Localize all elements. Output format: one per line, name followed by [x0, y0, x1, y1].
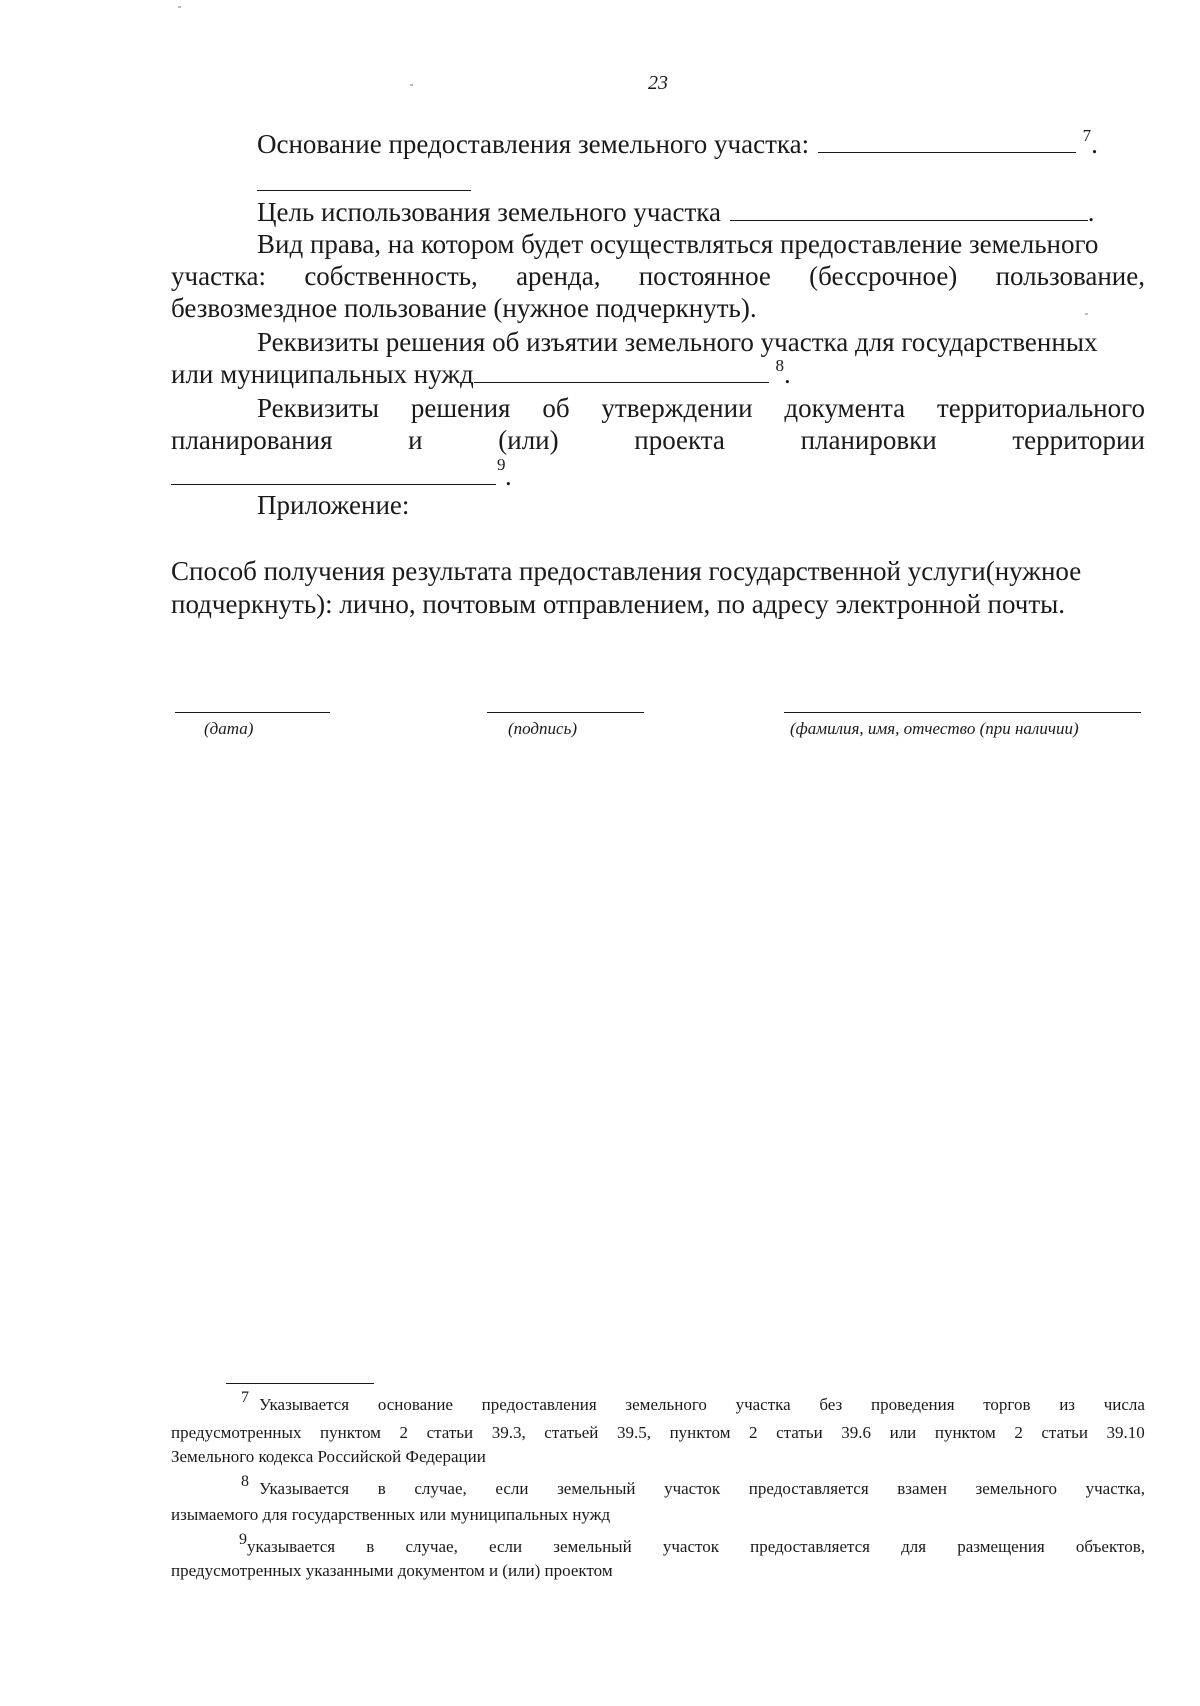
word: Указывается — [259, 1479, 350, 1498]
basis-label: Основание предоставления земельного участка: — [257, 129, 810, 159]
purpose-label: Цель использования земельного участка — [257, 197, 721, 227]
word: статьи — [1041, 1423, 1088, 1442]
word: участок — [662, 1537, 719, 1556]
word: Реквизиты — [257, 393, 380, 423]
name-line[interactable] — [784, 712, 1141, 713]
footnote-7-line-1 — [171, 1389, 1145, 1417]
word: об — [542, 393, 570, 423]
word: планирования — [171, 425, 333, 455]
word: без — [819, 1395, 843, 1414]
basis-line — [257, 128, 1098, 164]
planning-line-1 — [257, 392, 1145, 424]
planning-line-2 — [171, 424, 1145, 456]
word: собственность, — [304, 261, 478, 291]
footnote-ref-7[interactable]: 7 — [1082, 126, 1092, 145]
word: или — [889, 1423, 917, 1442]
word: земельного — [625, 1395, 707, 1414]
word: участка, — [1085, 1479, 1145, 1498]
word: для — [901, 1537, 927, 1556]
footnote-7-line-3: Земельного кодекса Российской Федерации — [171, 1447, 486, 1466]
word: если — [495, 1479, 529, 1498]
word: проведения — [870, 1395, 955, 1414]
page-number: 23 — [648, 72, 668, 94]
method-line-1: Способ получения результата предоставления государственной услуги(нужное — [171, 556, 1082, 586]
word: 2 — [399, 1423, 408, 1442]
footnote-9-line-1 — [171, 1531, 1145, 1559]
word: 39.10 — [1106, 1423, 1145, 1442]
basis-continuation-line[interactable] — [257, 190, 471, 191]
word: территории — [1012, 425, 1145, 455]
word: (бессрочное) — [809, 261, 958, 291]
method-line-2: подчеркнуть): лично, почтовым отправлением, по адресу электронной почты. — [171, 589, 1066, 619]
word: и — [408, 425, 423, 455]
signature-caption: (подпись) — [508, 719, 577, 738]
word: если — [489, 1537, 523, 1556]
word: (или) — [498, 425, 559, 455]
word: документа — [784, 393, 906, 423]
word: предоставляется — [748, 1479, 869, 1498]
withdrawal-period: . — [784, 359, 791, 389]
word: объектов, — [1075, 1537, 1145, 1556]
word: утверждении — [601, 393, 753, 423]
word: участок — [664, 1479, 721, 1498]
footnote-ref-8[interactable]: 8 — [775, 356, 785, 375]
word: в — [377, 1479, 386, 1498]
word: земельный — [553, 1537, 632, 1556]
word: проекта — [634, 425, 725, 455]
word: из — [1059, 1395, 1076, 1414]
word: пунктом — [669, 1423, 731, 1442]
word: 2 — [1014, 1423, 1023, 1442]
word: пунктом — [320, 1423, 381, 1442]
scan-speck — [178, 6, 181, 8]
footnote-separator — [226, 1383, 374, 1384]
word: 2 — [749, 1423, 758, 1442]
right-type-line-1: Вид права, на котором будет осуществляться предоставление земельного — [257, 229, 1099, 259]
word: Указывается — [259, 1395, 350, 1414]
purpose-period: . — [1087, 197, 1095, 227]
date-line[interactable] — [175, 712, 330, 713]
word: 39.5, — [617, 1423, 651, 1442]
planning-blank[interactable] — [171, 484, 496, 485]
word: взамен — [897, 1479, 947, 1498]
word: размещения — [957, 1537, 1045, 1556]
word: предоставляется — [750, 1537, 870, 1556]
word: планировки — [800, 425, 937, 455]
footnote-8-line-1 — [171, 1473, 1145, 1501]
word: пунктом — [934, 1423, 996, 1442]
withdrawal-line-2 — [171, 358, 791, 394]
footnote-mark-7: 7 — [241, 1389, 249, 1406]
word: указывается — [247, 1537, 336, 1556]
word: аренда, — [516, 261, 601, 291]
withdrawal-line-1: Реквизиты решения об изъятии земельного участка для государственных — [257, 327, 1098, 357]
word: предусмотренных — [171, 1423, 302, 1442]
word: в — [366, 1537, 375, 1556]
footnote-9-line-2: предусмотренных указанными документом и (или) проектом — [171, 1561, 613, 1580]
purpose-line — [257, 196, 1094, 228]
planning-period: . — [505, 461, 512, 491]
word: решения — [410, 393, 511, 423]
word: 39.6 — [841, 1423, 872, 1442]
date-caption: (дата) — [204, 719, 254, 738]
word: участка — [735, 1395, 791, 1414]
word: пользование, — [995, 261, 1145, 291]
right-type-line-2 — [171, 260, 1145, 292]
word: статьи — [776, 1423, 823, 1442]
word: статьи — [426, 1423, 474, 1442]
word: земельного — [975, 1479, 1057, 1498]
word: случае, — [414, 1479, 467, 1498]
word: 39.3, — [491, 1423, 526, 1442]
word: основание — [377, 1395, 453, 1414]
signature-line[interactable] — [487, 712, 644, 713]
word: случае, — [405, 1537, 458, 1556]
scan-speck — [410, 84, 413, 86]
word: территориального — [937, 393, 1145, 423]
basis-blank[interactable] — [818, 130, 1076, 153]
word: предоставления — [481, 1395, 597, 1414]
word: земельный — [557, 1479, 636, 1498]
word: участка: — [171, 261, 267, 291]
attachment-label: Приложение: — [257, 490, 410, 520]
word: статьей — [544, 1423, 599, 1442]
footnote-mark-8: 8 — [241, 1473, 249, 1490]
withdrawal-blank[interactable] — [474, 360, 769, 383]
name-caption: (фамилия, имя, отчество (при наличии) — [790, 719, 1079, 738]
word: постоянное — [638, 261, 771, 291]
purpose-blank[interactable] — [730, 198, 1088, 221]
footnote-8-line-2: изымаемого для государственных или муниципальных нужд — [171, 1505, 611, 1524]
withdrawal-label: или муниципальных нужд — [171, 359, 474, 389]
footnote-mark-9: 9 — [239, 1531, 247, 1548]
footnote-ref-9[interactable]: 9 — [497, 455, 506, 474]
basis-period: . — [1091, 129, 1098, 159]
scan-speck — [1085, 313, 1088, 315]
footnote-7-line-2 — [171, 1422, 1145, 1444]
word: числа — [1103, 1395, 1145, 1414]
word: торгов — [983, 1395, 1031, 1414]
right-type-line-3: безвозмездное пользование (нужное подчеркнуть). — [171, 293, 757, 323]
